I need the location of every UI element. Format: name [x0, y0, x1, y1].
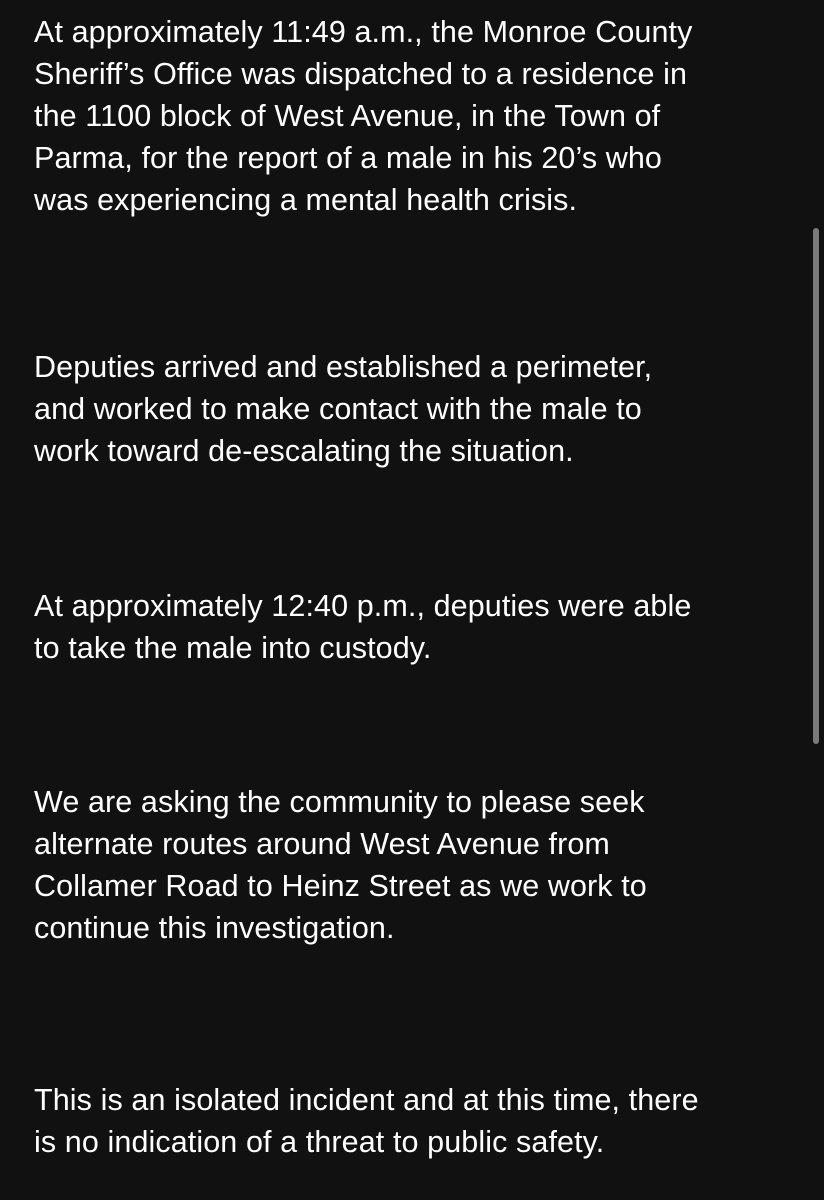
vertical-scrollbar[interactable] — [810, 0, 824, 1200]
paragraph-perimeter: Deputies arrived and established a perimeter, and worked to make contact with the male to work toward de-escalating the situation. — [34, 350, 653, 468]
paragraph-custody: At approximately 12:40 p.m., deputies were able to take the male into custody. — [34, 589, 692, 665]
paragraph-alternate-routes: We are asking the community to please seek alternate routes around West Avenue from Collamer Road to Heinz Street as we work to continue this investigation. — [34, 785, 647, 945]
paragraph-dispatch: At approximately 11:49 a.m., the Monroe County Sheriff’s Office was dispatched to a residence in the 1100 block of West Avenue, in the Town of Parma, for the report of a male in his 20’s who was experiencing a mental health crisis. — [34, 15, 693, 217]
paragraph-isolated-incident: This is an isolated incident and at this time, there is no indication of a threat to public safety. — [34, 1083, 699, 1159]
scrollbar-thumb[interactable] — [813, 228, 819, 744]
